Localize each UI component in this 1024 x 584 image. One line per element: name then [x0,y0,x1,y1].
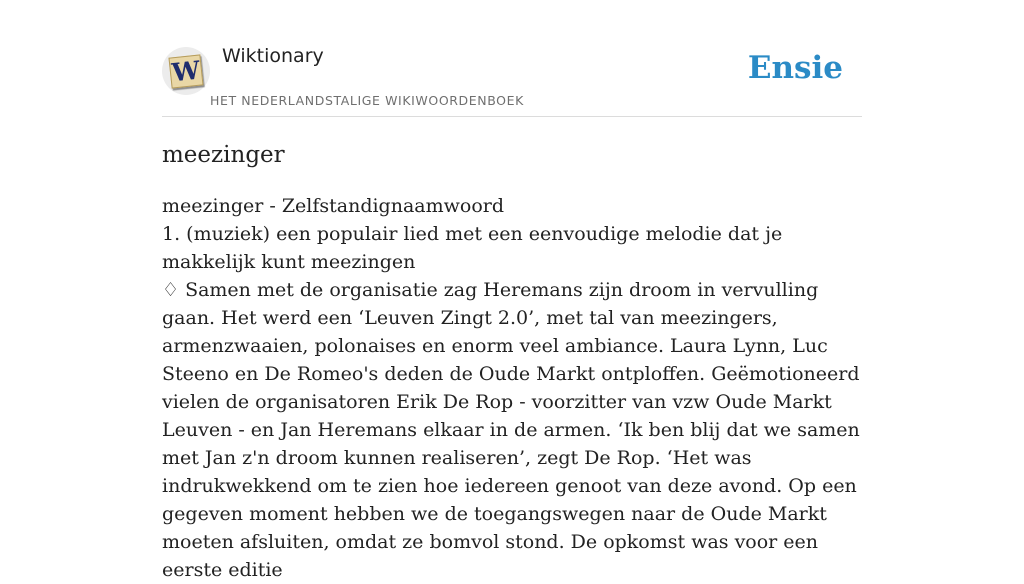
entry-definition: 1. (muziek) een populair lied met een eenvoudige melodie dat je makkelijk kunt meezingen [162,223,783,273]
site-tagline: HET NEDERLANDSTALIGE WIKIWOORDENBOEK [210,93,524,108]
main-content [162,138,862,584]
dictionary-entry [162,192,862,584]
ensie-brand-link[interactable]: Ensie [747,50,843,86]
wiktionary-logo-icon: W [168,54,203,88]
site-name-link[interactable]: Wiktionary [222,45,324,67]
page-title: meezinger [162,142,285,168]
site-header [162,0,862,117]
entry-example: ♢ Samen met de organisatie zag Heremans zijn droom in vervulling gaan. Het werd een ‘Leuven Zingt 2.0’, met tal van meezingers, armenzwaaien, polonaises en enorm veel ambiance. Laura Lynn, Luc Steeno en De Romeo's deden de Oude Markt ontploffen. Geëmotioneerd vielen de organisatoren Erik De Rop - voorzitter van vzw Oude Markt Leuven - en Jan Heremans elkaar in de armen. ‘Ik ben blij dat we samen met Jan z'n droom kunnen realiseren’, zegt De Rop. ‘Het was indrukwekkend om te zien hoe iedereen genoot van deze avond. Op een gegeven moment hebben we de toegangswegen naar de Oude Markt moeten afsluiten, omdat ze bomvol stond. De opkomst was voor een eerste editie [162,279,860,581]
site-logo[interactable] [162,47,210,95]
entry-heading: meezinger - Zelfstandignaamwoord [162,195,505,217]
